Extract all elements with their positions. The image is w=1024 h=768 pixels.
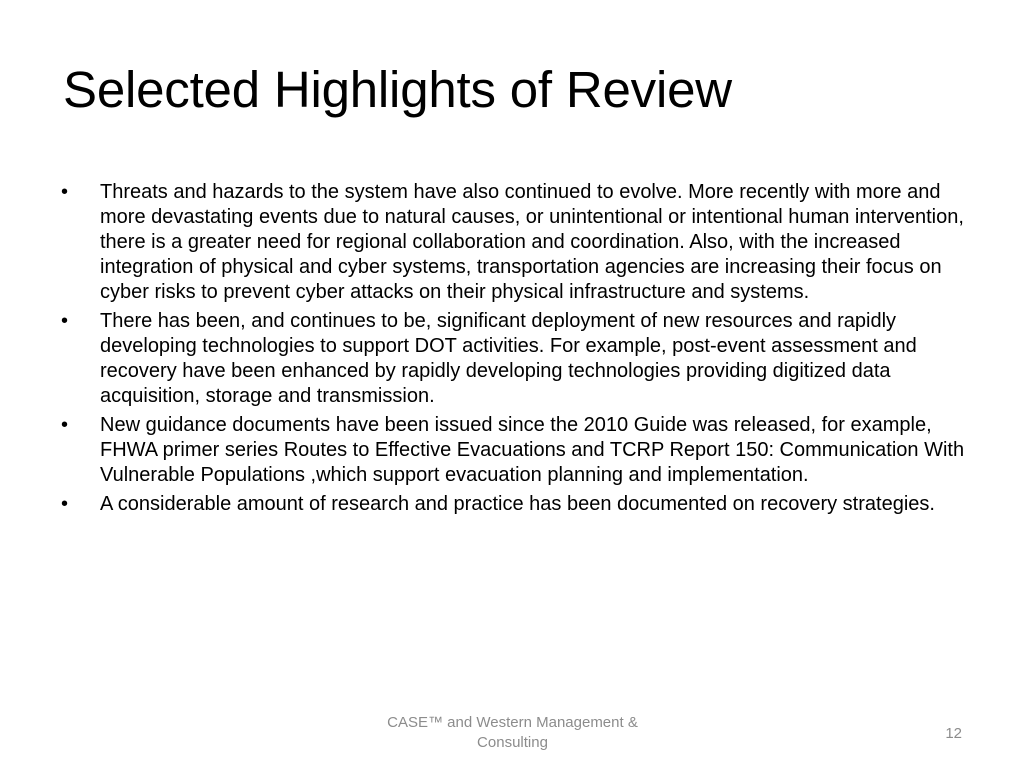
page-number: 12 xyxy=(945,725,962,742)
slide-title: Selected Highlights of Review xyxy=(63,61,732,118)
bullet-text: New guidance documents have been issued since the 2010 Guide was released, for example, FHWA primer series Routes to Effective Evacuations and TCRP Report 150: Communication With Vulnerable Populations ,which support evacuation planning and implementation. xyxy=(100,414,965,486)
bullet-list xyxy=(57,180,967,521)
footer-text: CASE™ and Western Management & Consulting xyxy=(387,714,638,751)
bullet-icon: • xyxy=(61,414,69,436)
bullet-item xyxy=(57,309,967,409)
bullet-text: Threats and hazards to the system have also continued to evolve. More recently with more and more devastating events due to natural causes, or unintentional or intentional human intervention, there is a greater need for regional collaboration and coordination. Also, with the increased integration of physical and cyber systems, transportation agencies are increasing their focus on cyber risks to prevent cyber attacks on their physical infrastructure and systems. xyxy=(100,181,964,303)
bullet-icon: • xyxy=(61,493,69,515)
bullet-item xyxy=(57,413,967,488)
bullet-icon: • xyxy=(61,181,69,203)
bullet-item xyxy=(57,492,967,517)
bullet-item xyxy=(57,180,967,305)
bullet-text: There has been, and continues to be, significant deployment of new resources and rapidly developing technologies to support DOT activities. For example, post-event assessment and recovery have been enhanced by rapidly developing technologies providing digitized data acquisition, storage and transmission. xyxy=(100,310,917,407)
bullet-text: A considerable amount of research and practice has been documented on recovery strategies. xyxy=(100,493,935,515)
bullet-icon: • xyxy=(61,310,69,332)
